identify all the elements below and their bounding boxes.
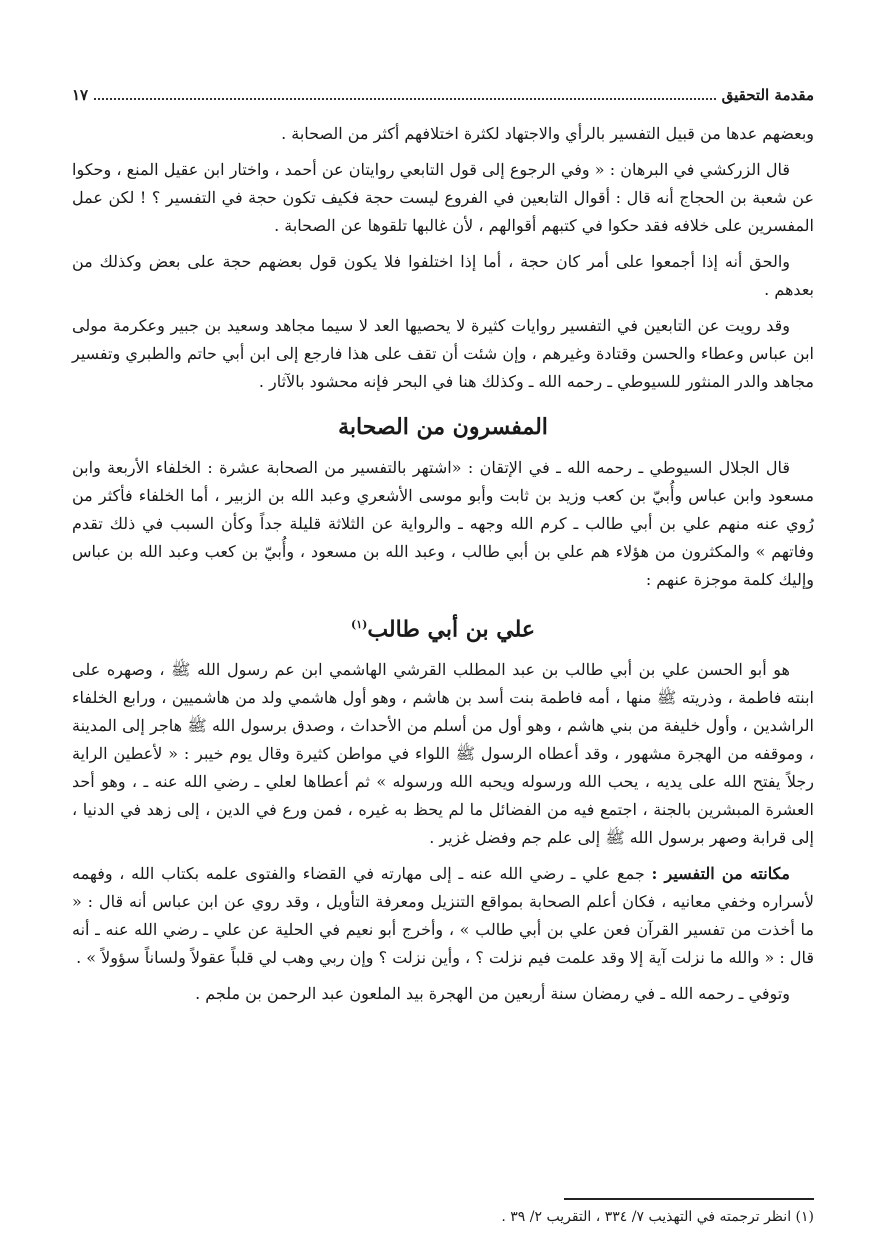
footnotes (72, 1198, 814, 1228)
paragraph-continuation: وبعضهم عدها من قبيل التفسير بالرأي والاجتهاد لكثرة اختلافهم أكثر من الصحابة . (281, 124, 814, 143)
paragraph-lead: مكانته من التفسير : (651, 864, 790, 884)
header-title: مقدمة التحقيق (721, 86, 814, 104)
running-header (72, 86, 814, 104)
paragraph-tabiin-narrations: وقد رويت عن التابعين في التفسير روايات كثيرة لا يحصيها العد لا سيما مجاهد وسعيد بن جبير وعكرمة مولى ابن عباس وعطاء والحسن وقتادة وغيرهم ، وإن شئت أن تقف على هذا فارجع إلى ابن أبي حاتم والطبري وتفسير مجاهد والدر المنثور للسيوطي ـ رحمه الله ـ وكذلك هنا في البحر فإنه محشود بالآثار . (72, 316, 814, 391)
paragraph-ali-tafsir (72, 860, 814, 972)
paragraph-zarkashi: قال الزركشي في البرهان : « وفي الرجوع إلى قول التابعي روايتان عن أحمد ، واختار ابن عقيل المنع ، وحكوا عن شعبة بن الحجاج أنه قال : أقوال التابعين في الفروع ليست حجة فكيف تكون حجة في التفسير ؟ ! لكن عمل المفسرين على خلافه فقد حكوا في كتبهم أقوالهم ، لأن غالبها تلقوها عن الصحابة . (72, 160, 814, 235)
paragraph-suyuti: قال الجلال السيوطي ـ رحمه الله ـ في الإتقان : «اشتهر بالتفسير من الصحابة عشرة : الخلفاء الأربعة وابن مسعود وابن عباس وأُبيّ بن كعب وزيد بن ثابت وأبو موسى الأشعري وعبد الله بن الزبير ، أما الخلفاء فأكثر من رُوي عنه منهم علي بن أبي طالب ـ كرم الله وجهه ـ والرواية عن الثلاثة قليلة جداً وكأن السبب في ذلك تقدم وفاتهم » والمكثرون من هؤلاء هم علي بن أبي طالب ، وعبد الله بن مسعود ، وأُبيّ بن كعب وعبد الله بن عباس وإليك كلمة موجزة عنهم : (72, 458, 814, 589)
section-heading-ali-text: علي بن أبي طالب (367, 616, 536, 643)
footnote-rule (564, 1198, 814, 1200)
page-number: ١٧ (72, 86, 89, 104)
paragraph-consensus: والحق أنه إذا أجمعوا على أمر كان حجة ، أما إذا اختلفوا فلا يكون قول بعضهم حجة على بعض وكذلك من بعدهم . (72, 252, 814, 299)
page-body (72, 120, 814, 1016)
section-heading-ali (72, 608, 814, 646)
footnote-1: (١) انظر ترجمته في التهذيب ٧/ ٣٣٤ ، التقريب ٢/ ٣٩ . (501, 1209, 814, 1225)
section-heading-companion-exegetes: المفسرون من الصحابة (338, 414, 548, 440)
footnote-ref: (١) (350, 618, 368, 631)
paragraph-ali-death: وتوفي ـ رحمه الله ـ في رمضان سنة أربعين من الهجرة بيد الملعون عبد الرحمن بن ملجم . (195, 984, 790, 1004)
paragraph-ali-bio: هو أبو الحسن علي بن أبي طالب بن عبد المطلب القرشي الهاشمي ابن عم رسول الله ﷺ ، وصهره على ابنته فاطمة ، وذريته ﷺ منها ، أمه فاطمة بنت أسد بن هاشم ، وهو أول هاشمي ولد من هاشميين ، ورابع الخلفاء الراشدين ، وأول خليفة من بني هاشم ، وهو أول من أسلم من الأحداث ، وصدق برسول الله ﷺ هاجر إلى المدينة ، وموقفه من الهجرة مشهور ، وقد أعطاه الرسول ﷺ اللواء في مواطن كثيرة وقال يوم خيبر : « لأعطين الراية رجلاً يفتح الله على يديه ، يحب الله ورسوله ويحبه الله ورسوله » ثم أعطاها لعلي ـ رضي الله عنه ـ ، وهو أحد العشرة المبشرين بالجنة ، اجتمع فيه من الفضائل ما لم يحظ به غيره ، فمن ورع في الدين ، إلى زهد في الدنيا ، إلى قرابة وصهر برسول الله ﷺ إلى علم جم وفضل غزير . (72, 660, 815, 848)
paragraph-ali-tafsir-text: جمع علي ـ رضي الله عنه ـ إلى مهارته في القضاء والفتوى علمه بكتاب الله ، وفهمه لأسراره وخفي معانيه ، فكان أعلم الصحابة بمواقع التنزيل ومعرفة التأويل ، وقد روي عن ابن عباس أنه قال : « ما أخذت من تفسير القرآن فعن علي بن أبي طالب » ، وأخرج أبو نعيم في الحلية عن علي ـ رضي الله عنه ـ أنه قال : « والله ما نزلت آية إلا وقد علمت فيم نزلت ؟ ، وأين نزلت ؟ وإن ربي وهب لي قلباً عقولاً ولساناً سؤولاً » . (72, 864, 814, 968)
dotted-leader (94, 88, 716, 100)
